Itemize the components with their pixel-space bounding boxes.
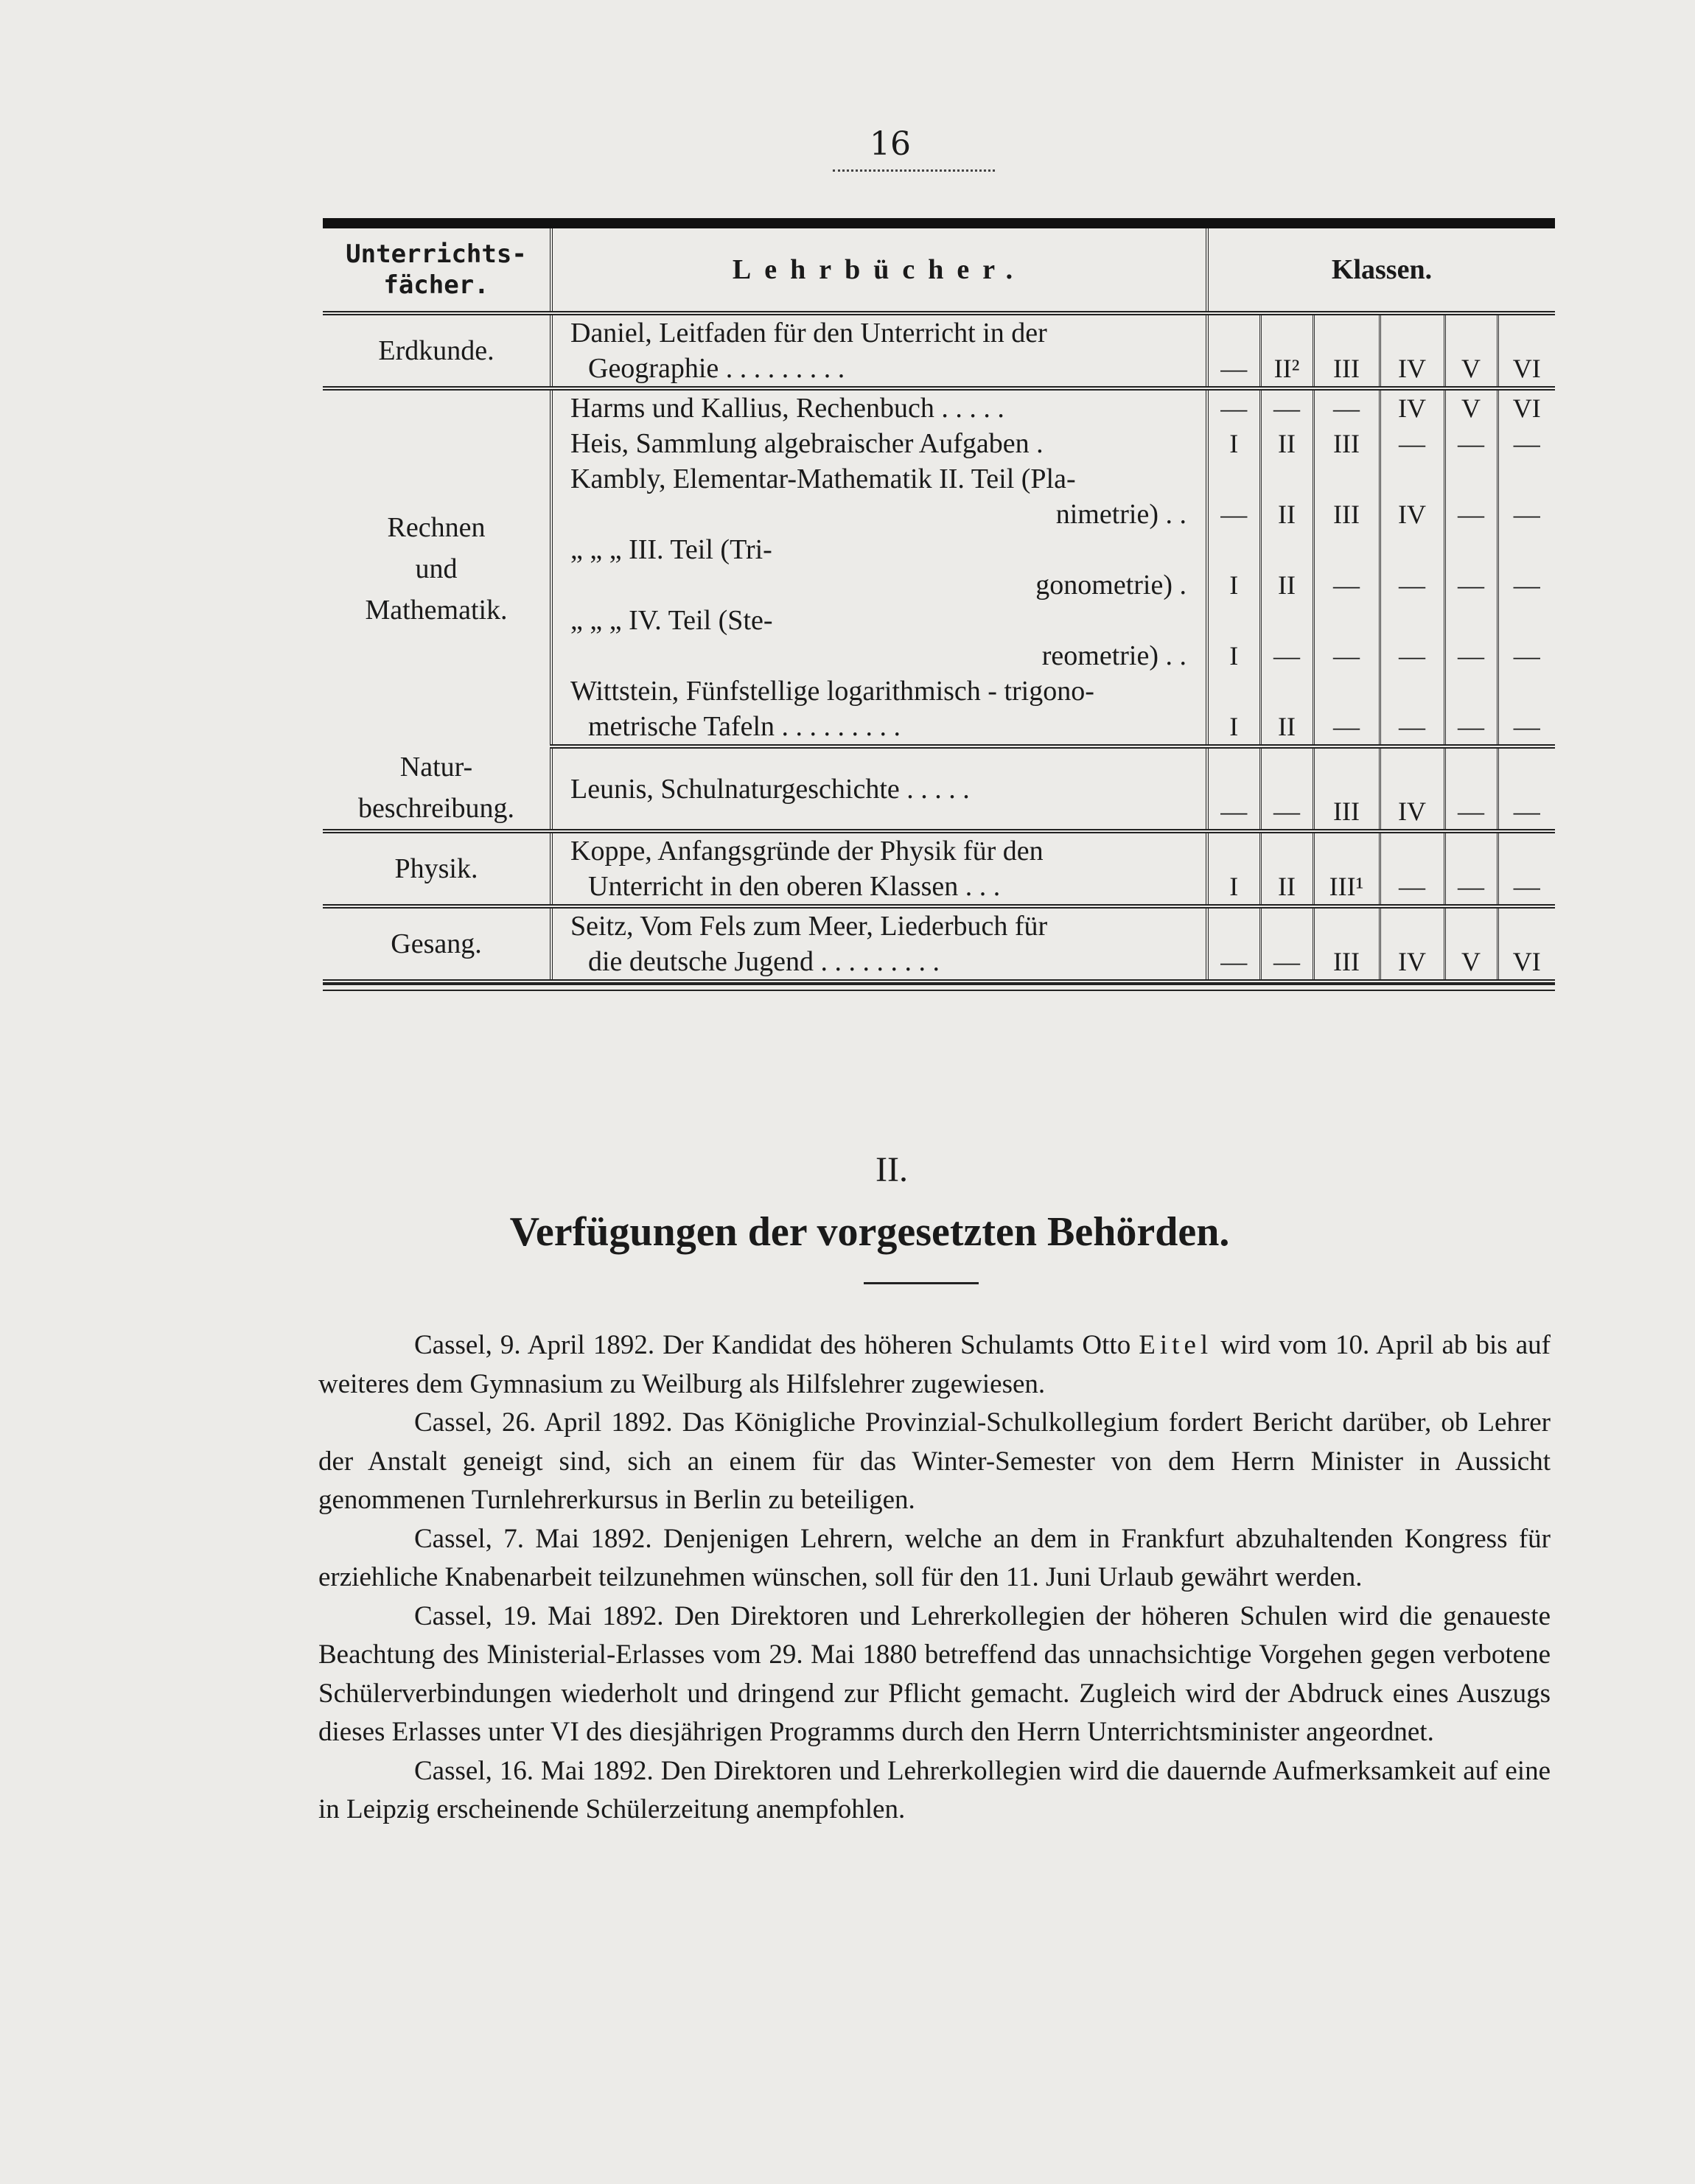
class-value: — [1513, 641, 1540, 671]
textbook-table [323, 218, 1555, 991]
class-value: — [1399, 429, 1425, 458]
class-value: I [1229, 712, 1239, 741]
table-row [323, 906, 1555, 981]
class-value: — [1513, 797, 1540, 826]
class-value: II [1278, 872, 1296, 901]
class-cell [1444, 906, 1497, 981]
class-value: III [1333, 429, 1360, 458]
class-cell [1260, 746, 1313, 831]
table-row [323, 746, 1555, 831]
class-value: III¹ [1329, 872, 1364, 901]
book-line: gonometrie) . [1035, 570, 1186, 601]
class-value: — [1220, 797, 1248, 826]
class-value: — [1333, 641, 1360, 671]
book-line: Heis, Sammlung algebraischer Aufgaben . [570, 428, 1044, 459]
class-cell [1313, 673, 1380, 746]
book-cell [551, 461, 1207, 532]
subject-cell: Rechnen und Mathematik. [323, 388, 551, 746]
book-cell [551, 603, 1207, 673]
class-value: II [1278, 570, 1296, 600]
class-cell [1313, 603, 1380, 673]
class-cell [1497, 388, 1555, 426]
class-value: VI [1512, 947, 1541, 976]
section-divider [864, 1282, 979, 1284]
book-line: „ „ „ IV. Teil (Ste- [570, 605, 773, 636]
table-row [323, 313, 1555, 388]
book-line: Seitz, Vom Fels zum Meer, Liederbuch für [570, 911, 1048, 942]
class-cell [1380, 746, 1444, 831]
class-cell [1207, 673, 1260, 746]
class-value: — [1513, 500, 1540, 529]
class-value: — [1458, 712, 1484, 741]
class-value: IV [1398, 393, 1426, 423]
class-cell [1497, 603, 1555, 673]
class-value: — [1513, 570, 1540, 600]
class-cell [1444, 673, 1497, 746]
book-cell [551, 831, 1207, 906]
class-value: I [1229, 429, 1239, 458]
class-value: III [1333, 947, 1360, 976]
class-value: — [1399, 872, 1425, 901]
class-cell [1313, 831, 1380, 906]
class-value: II [1278, 429, 1296, 458]
class-cell [1497, 461, 1555, 532]
class-value: — [1333, 712, 1360, 741]
table-bottom-rule [323, 984, 1555, 991]
decree-date: Cassel, 16. Mai 1892. [414, 1755, 654, 1786]
header-books: Lehrbücher. [551, 228, 1207, 313]
class-cell [1260, 603, 1313, 673]
class-value: — [1513, 429, 1540, 458]
table-row [323, 831, 1555, 906]
class-cell [1444, 426, 1497, 461]
class-value: II [1278, 712, 1296, 741]
decree-text: Der Kandidat des höheren Schulamts Otto [663, 1330, 1139, 1360]
class-cell [1260, 388, 1313, 426]
subject-cell: Erdkunde. [323, 313, 551, 388]
class-cell [1380, 831, 1444, 906]
class-cell [1444, 746, 1497, 831]
subject-cell: Physik. [323, 831, 551, 906]
class-cell [1380, 426, 1444, 461]
class-value: — [1458, 429, 1484, 458]
book-line: die deutsche Jugend . . . . . . . . . [588, 946, 940, 977]
class-cell [1497, 673, 1555, 746]
class-value: — [1273, 393, 1300, 423]
decree-paragraph [318, 1326, 1551, 1404]
decree-date: Cassel, 26. April 1892. [414, 1407, 673, 1438]
table-top-rule [323, 218, 1555, 228]
class-value: I [1229, 872, 1239, 901]
class-value: III [1333, 354, 1360, 383]
class-cell [1207, 746, 1260, 831]
book-line: „ „ „ III. Teil (Tri- [570, 534, 772, 565]
book-line: metrische Tafeln . . . . . . . . . [588, 711, 901, 742]
class-cell [1444, 831, 1497, 906]
class-cell [1380, 603, 1444, 673]
class-cell [1444, 388, 1497, 426]
class-cell [1380, 388, 1444, 426]
class-value: V [1461, 393, 1481, 423]
book-line: Harms und Kallius, Rechenbuch . . . . . [570, 393, 1004, 424]
person-name: Eitel [1139, 1330, 1213, 1360]
class-cell [1444, 461, 1497, 532]
class-cell [1207, 313, 1260, 388]
class-cell [1497, 906, 1555, 981]
book-line: Geographie . . . . . . . . . [588, 353, 845, 384]
class-value: — [1458, 500, 1484, 529]
decree-date: Cassel, 19. Mai 1892. [414, 1600, 664, 1631]
decree-paragraph [318, 1404, 1551, 1520]
class-cell [1313, 388, 1380, 426]
class-value: V [1461, 947, 1481, 976]
class-cell [1207, 532, 1260, 603]
class-value: — [1220, 947, 1248, 976]
decree-text: Das Königliche Provinzial-Schulkollegium fordert Bericht darüber, ob Lehrer der Anstalt geneigt sind, sich an einem für das Winter-Semester von dem Herrn Minister in Aussicht genommenen Turnlehrerkursus in Berlin zu beteiligen. [318, 1407, 1551, 1515]
decree-date: Cassel, 9. April 1892. [414, 1330, 655, 1360]
class-value: — [1513, 712, 1540, 741]
class-cell [1380, 532, 1444, 603]
class-cell [1260, 313, 1313, 388]
decree-paragraph [318, 1520, 1551, 1597]
class-cell [1260, 426, 1313, 461]
class-value: I [1229, 641, 1239, 671]
class-cell [1497, 532, 1555, 603]
class-value: — [1399, 712, 1425, 741]
decree-paragraph [318, 1752, 1551, 1830]
class-value: V [1461, 354, 1481, 383]
class-cell [1207, 603, 1260, 673]
book-line: Koppe, Anfangsgründe der Physik für den [570, 836, 1044, 867]
class-cell [1313, 532, 1380, 603]
class-cell [1260, 906, 1313, 981]
class-value: — [1458, 641, 1484, 671]
class-cell [1207, 906, 1260, 981]
book-cell [551, 746, 1207, 831]
class-value: III [1333, 500, 1360, 529]
section-number: II. [876, 1150, 908, 1189]
table-row [323, 388, 1555, 426]
class-value: — [1220, 500, 1248, 529]
class-cell [1380, 673, 1444, 746]
class-value: II [1278, 500, 1296, 529]
class-cell [1313, 313, 1380, 388]
class-cell [1313, 461, 1380, 532]
class-cell [1207, 388, 1260, 426]
book-cell [551, 532, 1207, 603]
class-value: VI [1512, 354, 1541, 383]
class-value: III [1333, 797, 1360, 826]
class-value: I [1229, 570, 1239, 600]
book-line: nimetrie) . . [1055, 499, 1186, 530]
book-line: reometrie) . . [1041, 640, 1186, 671]
class-value: — [1220, 354, 1248, 383]
page-number [870, 125, 1017, 163]
class-cell [1207, 831, 1260, 906]
class-value: VI [1512, 393, 1541, 423]
class-cell [1497, 426, 1555, 461]
book-cell [551, 313, 1207, 388]
class-cell [1444, 603, 1497, 673]
book-cell [551, 673, 1207, 746]
decree-text: Den Direktoren und Lehrerkollegien der höheren Schulen wird die genaueste Beachtung des Ministerial-Erlasses vom 29. Mai 1880 betreffend das unnachsichtige Vorgehen gegen verbotene Schülerverbindungen wiederholt und dringend zur Pflicht gemacht. Zugleich wird der Abdruck eines Auszugs dieses Erlasses unter VI des diesjährigen Programms durch den Herrn Unterrichtsminister angeordnet. [318, 1600, 1551, 1747]
class-value: IV [1398, 354, 1426, 383]
decree-text: Denjenigen Lehrern, welche an dem in Frankfurt abzuhaltenden Kongress für erziehliche Knabenarbeit teilzunehmen wünschen, soll für den 11. Juni Urlaub gewährt werden. [318, 1523, 1551, 1592]
class-value: — [1333, 393, 1360, 423]
decree-paragraph [318, 1597, 1551, 1752]
class-cell [1380, 461, 1444, 532]
class-value: IV [1398, 797, 1426, 826]
class-cell [1313, 906, 1380, 981]
class-cell [1260, 831, 1313, 906]
class-cell [1207, 426, 1260, 461]
decree-text: Den Direktoren und Lehrerkollegien wird die dauernde Aufmerksamkeit auf eine in Leipzig erscheinende Schülerzeitung anempfohlen. [318, 1755, 1551, 1824]
class-value: — [1273, 641, 1300, 671]
class-value: — [1273, 797, 1300, 826]
class-value: II² [1273, 354, 1300, 383]
class-cell [1313, 426, 1380, 461]
class-value: — [1220, 393, 1248, 423]
book-line: Wittstein, Fünfstellige logarithmisch - trigono- [570, 676, 1094, 707]
header-classes: Klassen. [1207, 228, 1555, 313]
class-cell [1497, 831, 1555, 906]
subject-cell: Natur- beschreibung. [323, 746, 551, 831]
class-value: IV [1398, 947, 1426, 976]
book-line: Kambly, Elementar-Mathematik II. Teil (Pla- [570, 463, 1076, 494]
book-cell [551, 426, 1207, 461]
table-header-row [323, 228, 1555, 313]
subject-cell: Gesang. [323, 906, 551, 981]
class-value: — [1458, 570, 1484, 600]
class-cell [1380, 313, 1444, 388]
class-value: — [1399, 570, 1425, 600]
class-cell [1444, 313, 1497, 388]
class-cell [1260, 532, 1313, 603]
page-number-text: 16 [870, 125, 911, 163]
class-value: — [1458, 872, 1484, 901]
page-number-ornament [833, 162, 995, 172]
class-cell [1444, 532, 1497, 603]
section-title: Verfügungen der vorgesetzten Behörden. [509, 1209, 1230, 1255]
class-value: — [1458, 797, 1484, 826]
class-cell [1497, 313, 1555, 388]
decree-date: Cassel, 7. Mai 1892. [414, 1523, 652, 1554]
textbook-table-grid [323, 228, 1555, 984]
class-cell [1380, 906, 1444, 981]
class-value: — [1513, 872, 1540, 901]
book-line: Unterricht in den oberen Klassen . . . [588, 871, 1001, 902]
book-cell [551, 388, 1207, 426]
book-cell [551, 906, 1207, 981]
class-cell [1313, 746, 1380, 831]
decree-text-cont: wird vom 10. April ab bis auf weiteres dem Gymnasium zu Weilburg als Hilfslehrer zugewiesen. [318, 1330, 1551, 1399]
book-line: Daniel, Leitfaden für den Unterricht in der [570, 318, 1047, 349]
class-cell [1497, 746, 1555, 831]
header-subjects: Unterrichts- fächer. [323, 228, 551, 313]
class-value: — [1333, 570, 1360, 600]
book-line: Leunis, Schulnaturgeschichte . . . . . [570, 773, 970, 805]
class-cell [1260, 461, 1313, 532]
class-cell [1207, 461, 1260, 532]
class-value: IV [1398, 500, 1426, 529]
class-cell [1260, 673, 1313, 746]
class-value: — [1399, 641, 1425, 671]
decrees-text [318, 1326, 1551, 1830]
class-value: — [1273, 947, 1300, 976]
